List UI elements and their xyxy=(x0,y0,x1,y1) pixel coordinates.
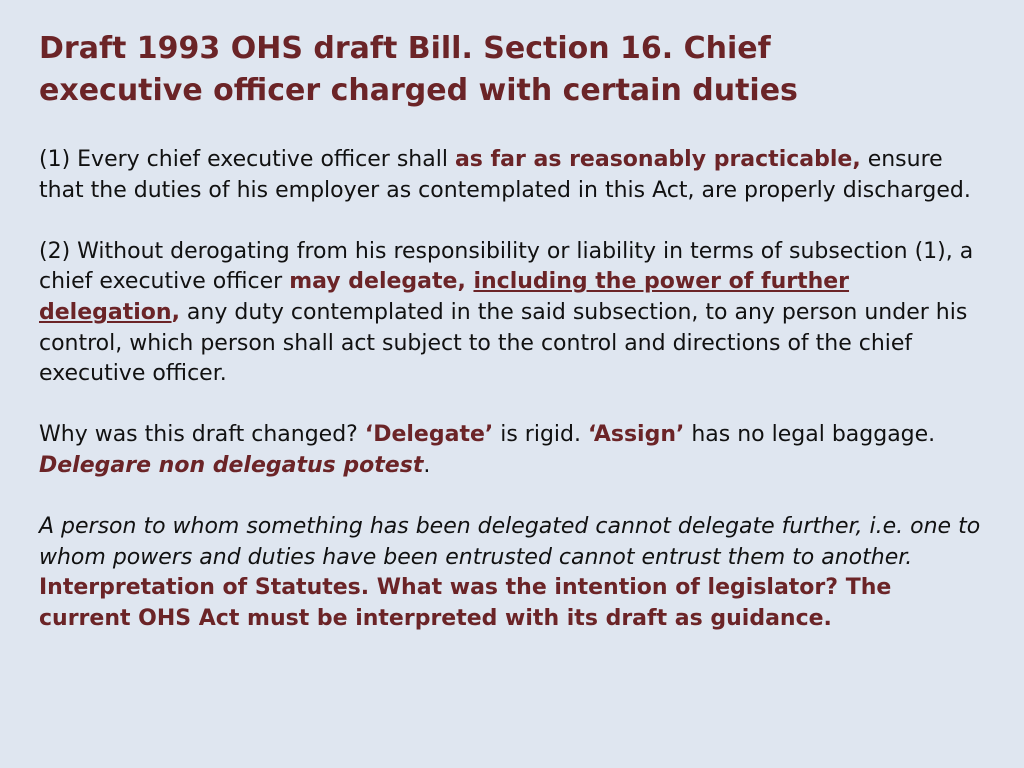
para3-post: has no legal baggage. xyxy=(684,422,936,448)
title-line-1: Draft 1993 OHS draft Bill. Section 16. Chief xyxy=(39,31,771,66)
spacer xyxy=(39,482,984,513)
spacer xyxy=(39,390,984,421)
para3-question: Why was this draft changed? xyxy=(39,422,365,448)
para3-latin-maxim: Delegare non delegatus potest xyxy=(39,452,424,478)
para2-highlight: may delegate, xyxy=(289,269,474,295)
para3-delegate-term: ‘Delegate’ xyxy=(364,422,494,448)
paragraph-subsection-1 xyxy=(39,145,984,206)
paragraph-interpretation: Interpretation of Statutes. What was the intention of legislator? The current OHS Act must be interpreted with its draft as guidance. xyxy=(39,575,892,631)
para1-text: (1) Every chief executive officer shall xyxy=(39,147,455,172)
slide-title xyxy=(39,28,984,112)
para1-highlight: as far as reasonably practicable, xyxy=(454,147,861,172)
para2-text-end: any duty contemplated in the said subsection, to any person under his control, which person shall act subject to the control and directions of the chief executive officer. xyxy=(39,299,968,387)
para2-underlined-highlight: including the power of further delegation xyxy=(39,269,850,325)
spacer xyxy=(39,206,984,237)
slide-body xyxy=(39,145,984,635)
title-line-2: executive officer charged with certain duties xyxy=(39,73,798,108)
paragraph-why-changed xyxy=(39,420,984,481)
para3-end: . xyxy=(423,452,431,478)
para2-comma: , xyxy=(171,299,180,325)
para1-text-end: ensure that the duties of his employer as contemplated in this Act, are properly discharged. xyxy=(39,147,971,203)
para3-assign-term: ‘Assign’ xyxy=(587,422,685,448)
paragraph-subsection-2 xyxy=(39,237,984,390)
para2-text: (2) Without derogating from his responsibility or liability in terms of subsection (1), a chief executive officer xyxy=(39,238,974,295)
paragraph-maxim-explanation: A person to whom something has been delegated cannot delegate further, i.e. one to whom powers and duties have been entrusted cannot entrust them to another. xyxy=(39,514,981,570)
para3-mid: is rigid. xyxy=(493,422,588,448)
